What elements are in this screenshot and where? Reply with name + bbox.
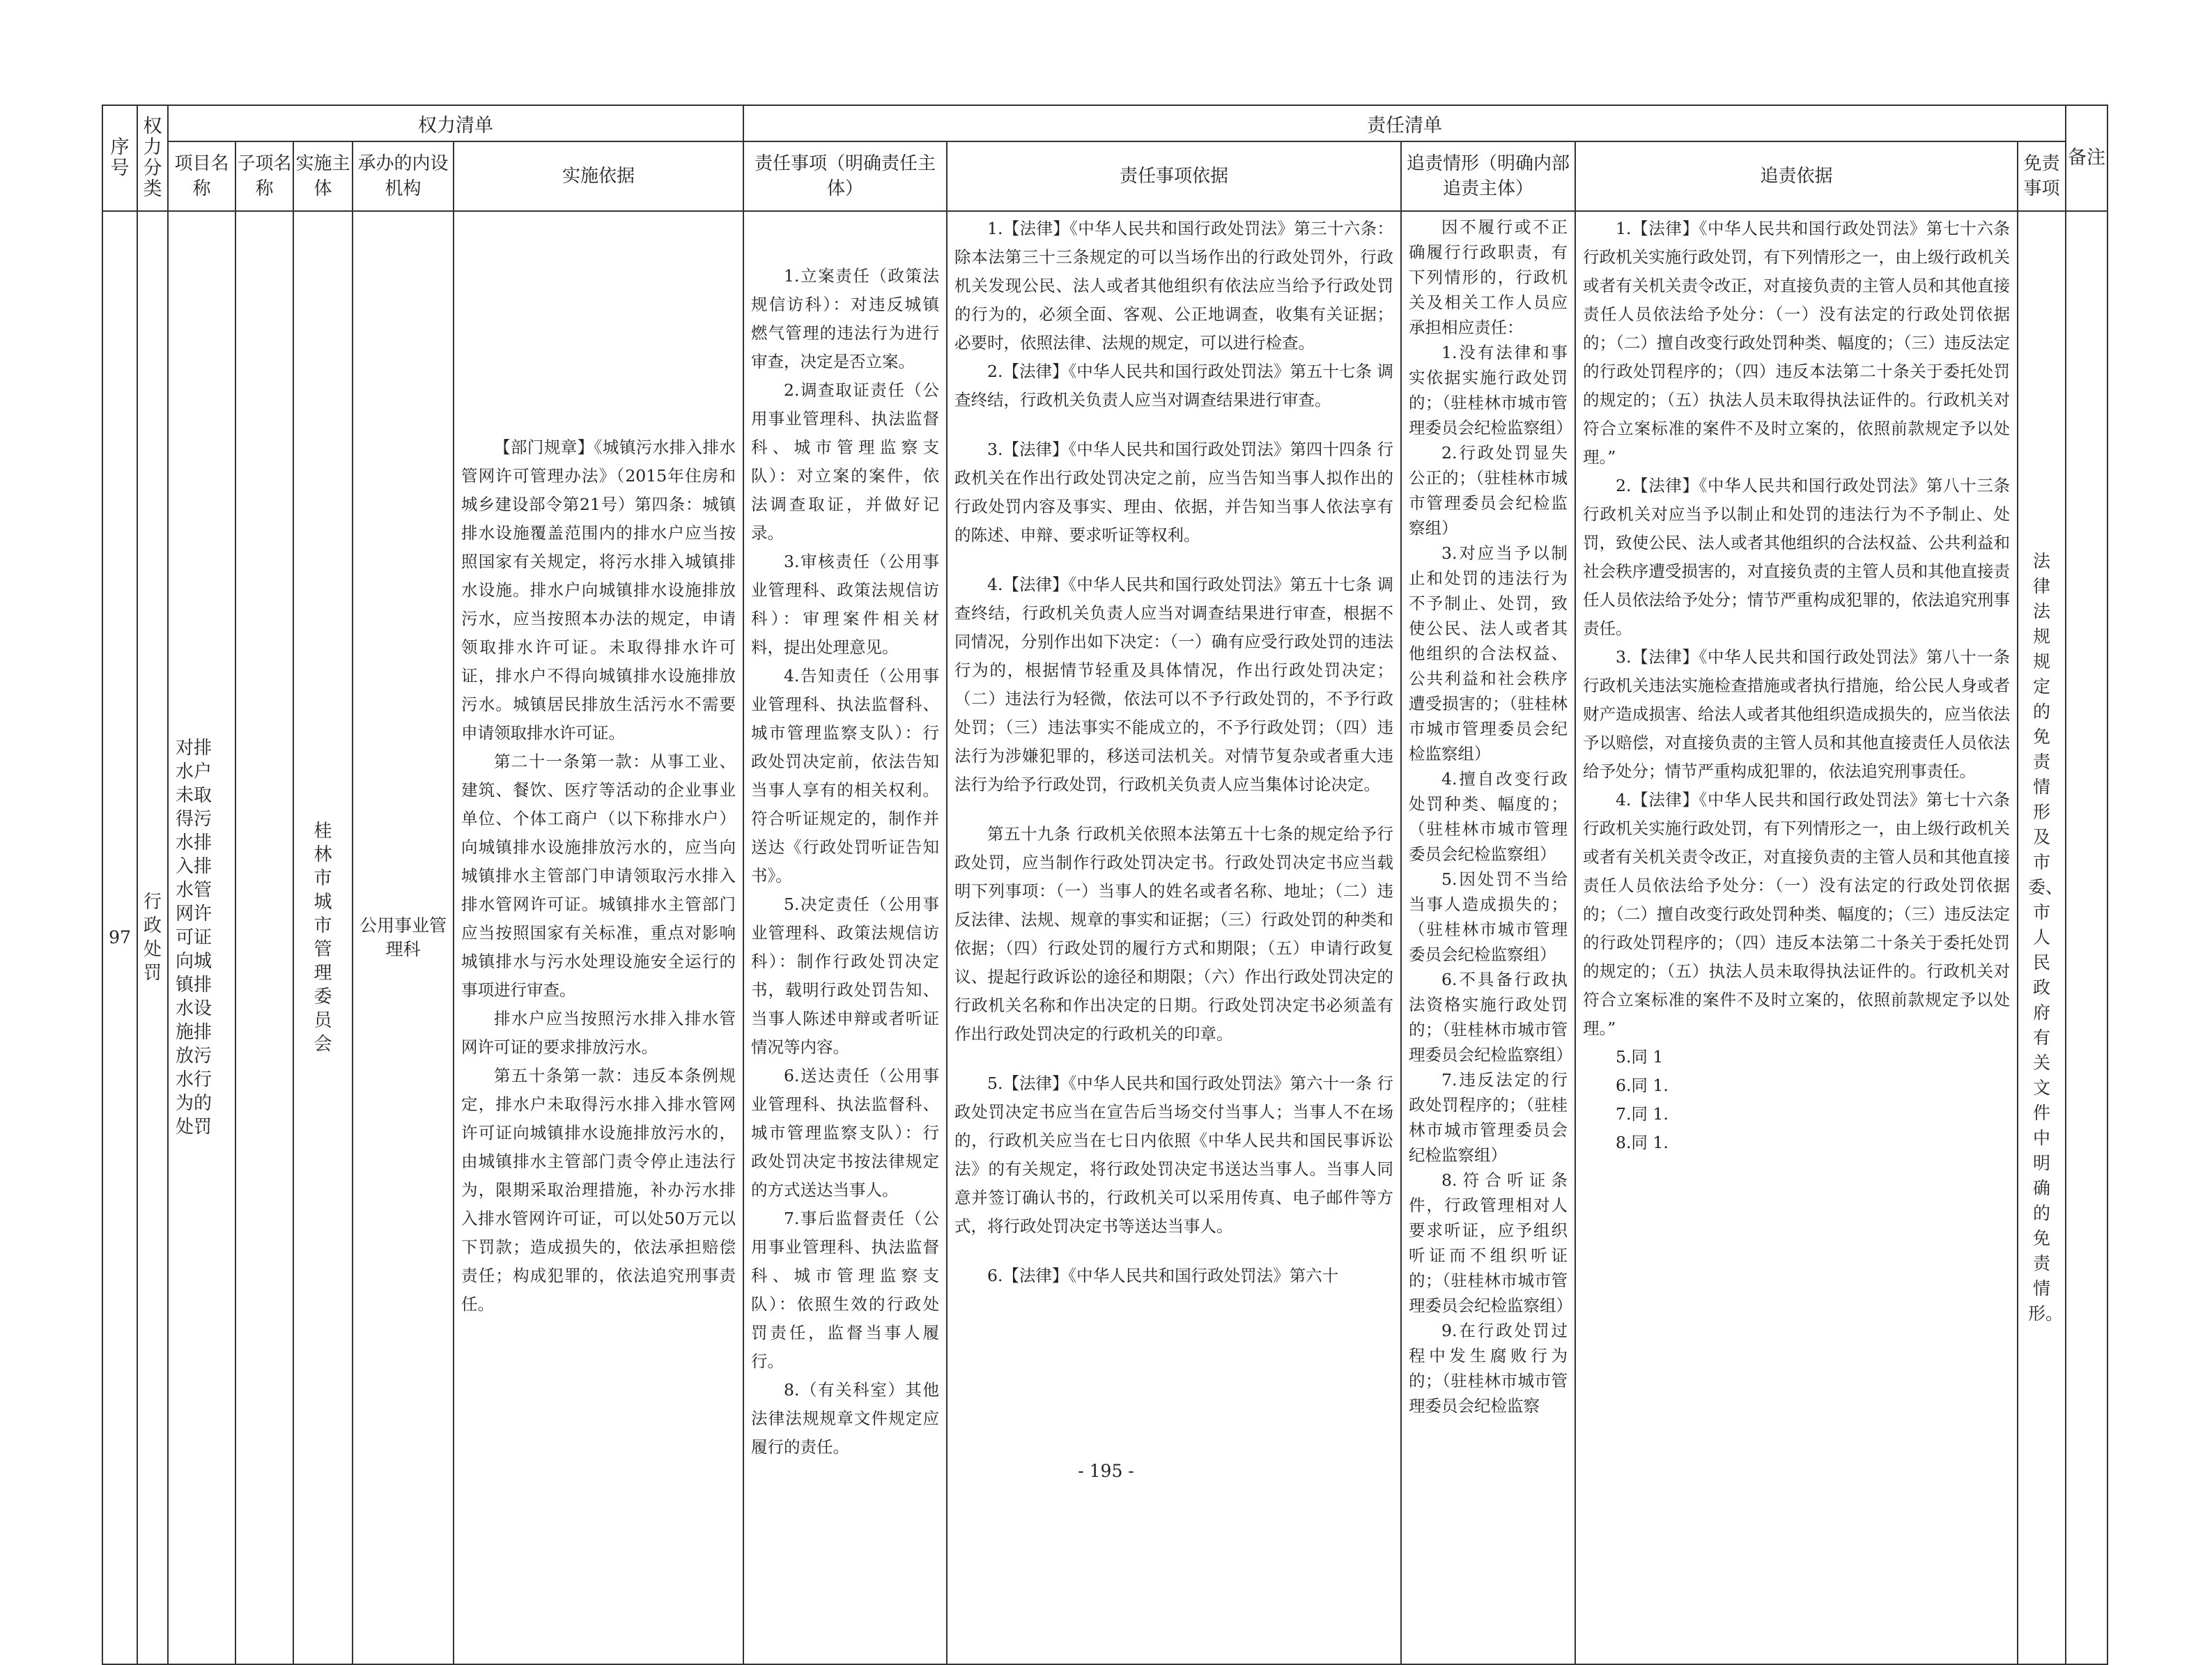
resp-item: 7.事后监督责任（公用事业管理科、执法监督科、城市管理监察支队）：依照生效的行政处罚责任，监督当事人履行。: [751, 1209, 939, 1371]
col-item-name: 项目名称: [168, 141, 235, 211]
power-responsibility-table: [102, 104, 2108, 1665]
cell-power-type: [137, 211, 168, 1664]
cell-seq: [102, 211, 137, 1664]
cell-accountability: [1401, 211, 1575, 1664]
acc-para: 5.因处罚不当给当事人造成损失的；（驻桂林市城市管理委员会纪检监察组）: [1409, 869, 1568, 964]
resp-basis-para: 6.【法律】《中华人民共和国行政处罚法》第六十: [987, 1266, 1339, 1285]
resp-item: 5.决定责任（公用事业管理科、政策法规信访科）：制作行政处罚决定书，载明行政处罚告知、当事人陈述申辩或者听证情况等内容。: [751, 895, 939, 1057]
page-number: - 195 -: [1078, 1461, 1134, 1481]
col-exempt: 免责事项: [2018, 141, 2066, 211]
resp-item: 8.（有关科室）其他法律法规规章文件规定应履行的责任。: [751, 1380, 939, 1457]
col-resp-items: 责任事项（明确责任主体）: [743, 141, 947, 211]
seq-value: 97: [109, 927, 131, 947]
cell-resp-items: [743, 211, 947, 1664]
dept-value: 公用事业管理科: [359, 915, 447, 959]
acc-basis-para: 5.同 1: [1616, 1047, 1664, 1067]
acc-para: 8.符合听证条件，行政管理相对人要求听证，应予组织听证而不组织听证的；（驻桂林市城市管理委员会纪检监察组）: [1409, 1170, 1572, 1315]
resp-basis-text: [948, 212, 1400, 1445]
subject-value: 桂林市城市管理委员会: [314, 821, 332, 1055]
resp-basis-para: 第五十九条 行政机关依照本法第五十七条的规定给予行政处罚，应当制作行政处罚决定书。行政处罚决定书应当载明下列事项：（一）当事人的姓名或者名称、地址；（二）违反法律、法规、规章的事实和证据；（三）行政处罚的种类和依据；（四）行政处罚的履行方式和期限；（五）申请行政复议、提起行政诉讼的途径和期限；（六）作出行政处罚决定的行政机关名称和作出决定的日期。行政处罚决定书必须盖有作出行政处罚决定的行政机关的印章。: [954, 824, 1393, 1044]
col-dept: 承办的内设机构: [353, 141, 454, 211]
cell-acc-basis: [1575, 211, 2018, 1664]
acc-basis-para: 6.同 1.: [1616, 1076, 1669, 1095]
col-subject: 实施主体: [293, 141, 353, 211]
acc-para: 因不履行或不正确履行行政职责，有下列情形的，行政机关及相关工作人员应承担相应责任：: [1409, 217, 1568, 337]
cell-sub-item: [235, 211, 293, 1664]
resp-basis-para: 1.【法律】《中华人民共和国行政处罚法》第三十六条：除本法第三十三条规定的可以当场作出的行政处罚外，行政机关发现公民、法人或者其他组织有依法应当给予行政处罚的行为的，必须全面、客观、公正地调查，收集有关证据；必要时，依照法律、法规的规定，可以进行检查。: [954, 219, 1393, 353]
col-resp-basis: 责任事项依据: [947, 141, 1401, 211]
col-acc-basis: 追责依据: [1575, 141, 2018, 211]
cell-item-name: [168, 211, 235, 1664]
exempt-value: 法律法规规定的免责情形及市委、市人民政府有关文件中明确的免责情形。: [2028, 551, 2064, 1324]
basis-para: 第五十条第一款：违反本条例规定，排水户未取得污水排入排水管网许可证向城镇排水设施排放污水的，由城镇排水主管部门责令停止违法行为，限期采取治理措施，补办污水排入排水管网许可证，可以处50万元以下罚款；造成损失的，依法承担赔偿责任；构成犯罪的，依法追究刑事责任。: [461, 1066, 736, 1314]
acc-para: 3.对应当予以制止和处罚的违法行为不予制止、处罚，致使公民、法人或者其他组织的合法权益、公共利益和社会秩序遭受损害的；（驻桂林市城市管理委员会纪检监察组）: [1409, 543, 1568, 764]
basis-para: 第二十一条第一款：从事工业、建筑、餐饮、医疗等活动的企业事业单位、个体工商户（以下称排水户）向城镇排水设施排放污水的，应当向城镇排水主管部门申请领取污水排入排水管网许可证。城镇排水主管部门应当按照国家有关标准，重点对影响城镇排水与污水处理设施安全运行的事项进行审查。: [461, 752, 736, 1000]
basis-para: 【部门规章】《城镇污水排入排水管网许可管理办法》（2015年住房和城乡建设部令第21号）第四条：城镇排水设施覆盖范围内的排水户应当按照国家有关规定，将污水排入城镇排水设施。排水户向城镇排水设施排放污水，应当按照本办法的规定，申请领取排水许可证。未取得排水许可证，排水户不得向城镇排水设施排放污水。城镇居民排放生活污水不需要申请领取排水许可证。: [461, 437, 736, 743]
resp-list-header: 责任清单: [743, 105, 2066, 141]
col-seq: 序号: [102, 105, 137, 211]
acc-para: 1.没有法律和事实依据实施行政处罚的；（驻桂林市城市管理委员会纪检监察组）: [1409, 343, 1572, 437]
resp-basis-para: 2.【法律】《中华人民共和国行政处罚法》第五十七条 调查终结，行政机关负责人应当对调查结果进行审查。: [954, 362, 1393, 410]
cell-subject: [293, 211, 353, 1664]
cell-exempt: [2018, 211, 2066, 1664]
resp-basis-para: 4.【法律】《中华人民共和国行政处罚法》第五十七条 调查终结，行政机关负责人应当对调查结果进行审查，根据不同情况，分别作出如下决定：（一）确有应受行政处罚的违法行为的，根据情节轻重及具体情况，作出行政处罚决定；（二）违法行为轻微，依法可以不予行政处罚的，不予行政处罚；（三）违法事实不能成立的，不予行政处罚；（四）违法行为涉嫌犯罪的，移送司法机关。对情节复杂或者重大违法行为给予行政处罚，行政机关负责人应当集体讨论决定。: [954, 575, 1393, 794]
col-remark: 备注: [2066, 105, 2107, 211]
acc-para: 4.擅自改变行政处罚种类、幅度的；（驻桂林市城市管理委员会纪检监察组）: [1409, 769, 1568, 864]
acc-para: 2.行政处罚显失公正的；（驻桂林市城市管理委员会纪检监察组）: [1409, 443, 1568, 538]
acc-basis-text: [1576, 212, 2017, 1445]
item-name-value: 对排水户未取得污水排入排水管网许可证向城镇排水设施排放污水行为的处罚: [176, 738, 212, 1138]
resp-item: 1.立案责任（政策法规信访科）：对违反城镇燃气管理的违法行为进行审查，决定是否立案。: [751, 266, 939, 371]
resp-item: 2.调查取证责任（公用事业管理科、执法监督科、城市管理监察支队）：对立案的案件，依法调查取证，并做好记录。: [751, 380, 939, 543]
col-basis: 实施依据: [454, 141, 743, 211]
cell-remark: [2066, 211, 2107, 1664]
acc-basis-para: 3.【法律】《中华人民共和国行政处罚法》第八十一条 行政机关违法实施检查措施或者执行措施，给公民人身或者财产造成损害、给法人或者其他组织造成损失的，应当依法予以赔偿，对直接负责的主管人员和其他直接责任人员依法给予处分；情节严重构成犯罪的，依法追究刑事责任。: [1583, 647, 2010, 781]
basis-text: [454, 212, 743, 1664]
resp-item: 3.审核责任（公用事业管理科、政策法规信访科）：审理案件相关材料，提出处理意见。: [751, 552, 939, 657]
power-type-value: 行政处罚: [143, 892, 162, 984]
col-sub-item: 子项名称: [235, 141, 293, 211]
cell-basis: [454, 211, 743, 1664]
acc-para: 7.违反法定的行政处罚程序的；（驻桂林市城市管理委员会纪检监察组）: [1409, 1070, 1568, 1165]
resp-item: 4.告知责任（公用事业管理科、执法监督科、城市管理监察支队）：行政处罚决定前，依法告知当事人享有的相关权利。符合听证规定的，制作并送达《行政处罚听证告知书》。: [751, 666, 939, 885]
acc-basis-para: 8.同 1.: [1616, 1133, 1669, 1152]
col-accountability: 追责情形（明确内部追责主体）: [1401, 141, 1575, 211]
acc-para: 6.不具备行政执法资格实施行政处罚的；（驻桂林市城市管理委员会纪检监察组）: [1409, 970, 1572, 1064]
resp-items-text: [744, 212, 946, 1492]
acc-para: 9.在行政处罚过程中发生腐败行为的；（驻桂林市城市管理委员会纪检监察: [1409, 1321, 1568, 1416]
resp-basis-para: 5.【法律】《中华人民共和国行政处罚法》第六十一条 行政处罚决定书应当在宣告后当场交付当事人；当事人不在场的，行政机关应当在七日内依照《中华人民共和国民事诉讼法》的有关规定，将行政处罚决定书送达当事人。当事人同意并签订确认书的，行政机关可以采用传真、电子邮件等方式，将行政处罚决定书等送达当事人。: [954, 1074, 1393, 1236]
basis-para: 排水户应当按照污水排入排水管网许可证的要求排放污水。: [461, 1009, 736, 1057]
acc-basis-para: 7.同 1.: [1616, 1104, 1669, 1124]
resp-item: 6.送达责任（公用事业管理科、执法监督科、城市管理监察支队）：行政处罚决定书按法律规定的方式送达当事人。: [751, 1066, 939, 1200]
acc-basis-para: 1.【法律】《中华人民共和国行政处罚法》第七十六条 行政机关实施行政处罚，有下列情形之一，由上级行政机关或者有关机关责令改正，对直接负责的主管人员和其他直接责任人员依法给予处分：（一）没有法定的行政处罚依据的；（二）擅自改变行政处罚种类、幅度的；（三）违反法定的行政处罚程序的；（四）违反本法第二十条关于委托处罚的规定的；（五）执法人员未取得执法证件的。行政机关对符合立案标准的案件不及时立案的，依照前款规定予以处理。”: [1583, 219, 2010, 467]
cell-dept: [353, 211, 454, 1664]
power-list-header: 权力清单: [168, 105, 743, 141]
acc-basis-para: 4.【法律】《中华人民共和国行政处罚法》第七十六条 行政机关实施行政处罚，有下列情形之一，由上级行政机关或者有关机关责令改正，对直接负责的主管人员和其他直接责任人员依法给予处分：（一）没有法定的行政处罚依据的；（二）擅自改变行政处罚种类、幅度的；（三）违反法定的行政处罚程序的；（四）违反本法第二十条关于委托处罚的规定的；（五）执法人员未取得执法证件的。行政机关对符合立案标准的案件不及时立案的，依照前款规定予以处理。”: [1583, 790, 2010, 1038]
cell-resp-basis: [947, 211, 1401, 1664]
resp-basis-para: 3.【法律】《中华人民共和国行政处罚法》第四十四条 行政机关在作出行政处罚决定之前，应当告知当事人拟作出的行政处罚内容及事实、理由、依据，并告知当事人依法享有的陈述、申辩、要求听证等权利。: [954, 440, 1393, 545]
acc-basis-para: 2.【法律】《中华人民共和国行政处罚法》第八十三条 行政机关对应当予以制止和处罚的违法行为不予制止、处罚，致使公民、法人或者其他组织的合法权益、公共利益和社会秩序遭受损害的，对直接负责的主管人员和其他直接责任人员依法给予处分；情节严重构成犯罪的，依法追究刑事责任。: [1583, 476, 2010, 638]
accountability-text: [1402, 212, 1575, 1445]
col-power-type: 权力分类: [137, 105, 168, 211]
